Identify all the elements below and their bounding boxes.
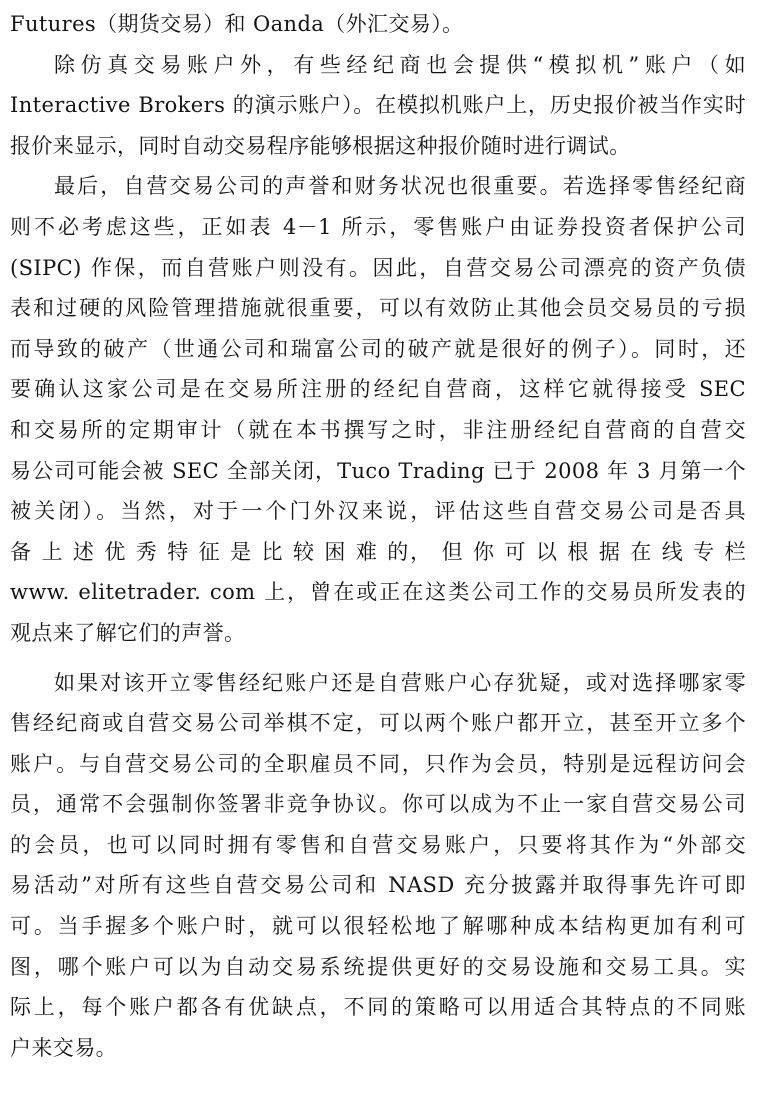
- text-line: 而导致的破产（世通公司和瑞富公司的破产就是很好的例子）。同时，还: [10, 336, 746, 361]
- text-line: Interactive Brokers 的演示账户）。在模拟机账户上，历史报价被当作实时: [10, 93, 746, 118]
- text-line: 观点来了解它们的声誉。: [10, 620, 246, 645]
- text-line: 被关闭）。当然，对于一个门外汉来说，评估这些自营交易公司是否具: [10, 499, 746, 524]
- text-line: 账户。与自营交易公司的全职雇员不同，只作为会员，特别是远程访问会: [10, 751, 746, 776]
- text-line: 户来交易。: [10, 1035, 117, 1060]
- text-line: 要确认这家公司是在交易所注册的经纪自营商，这样它就得接受 SEC: [10, 377, 746, 402]
- text-line: Futures（期货交易）和 Oanda（外汇交易）。: [10, 12, 464, 36]
- text-line: 员，通常不会强制你签署非竞争协议。你可以成为不止一家自营交易公司: [10, 792, 746, 817]
- text-line: 可。当手握多个账户时，就可以很轻松地了解哪种成本结构更加有利可: [10, 914, 746, 939]
- text-line: 则不必考虑这些，正如表 4－1 所示，零售账户由证券投资者保护公司: [10, 214, 746, 239]
- text-line: 售经纪商或自营交易公司举棋不定，可以两个账户都开立，甚至开立多个: [10, 711, 746, 736]
- text-line: 如果对该开立零售经纪账户还是自营账户心存犹疑，或对选择哪家零: [54, 670, 746, 695]
- text-line: 际上，每个账户都各有优缺点，不同的策略可以用适合其特点的不同账: [10, 995, 746, 1020]
- text-line: 最后，自营交易公司的声誉和财务状况也很重要。若选择零售经纪商: [54, 174, 746, 199]
- text-line: 表和过硬的风险管理措施就很重要，可以有效防止其他会员交易员的亏损: [10, 296, 746, 321]
- text-line: 除仿真交易账户外，有些经纪商也会提供“模拟机”账户（如: [54, 52, 746, 77]
- text-line: 备 上 述 优 秀 特 征 是 比 较 困 难 的， 但 你 可 以 根 据 在 线 专 栏: [10, 539, 746, 564]
- text-line: (SIPC) 作保，而自营账户则没有。因此，自营交易公司漂亮的资产负债: [10, 255, 746, 280]
- text-line: www. elitetrader. com 上，曾在或正在这类公司工作的交易员所发表的: [10, 580, 746, 605]
- body-text: [10, 4, 746, 1068]
- text-line: 图，哪个账户可以为自动交易系统提供更好的交易设施和交易工具。实: [10, 954, 746, 979]
- text-line: 报价来显示，同时自动交易程序能够根据这种报价随时进行调试。: [10, 133, 631, 158]
- text-line: 易活动”对所有这些自营交易公司和 NASD 充分披露并取得事先许可即: [10, 873, 746, 898]
- text-line: 的会员，也可以同时拥有零售和自营交易账户，只要将其作为“外部交: [10, 832, 746, 857]
- text-line: 易公司可能会被 SEC 全部关闭，Tuco Trading 已于 2008 年 3 月第一个: [10, 458, 746, 483]
- text-line: 和交易所的定期审计（就在本书撰写之时，非注册经纪自营商的自营交: [10, 417, 746, 442]
